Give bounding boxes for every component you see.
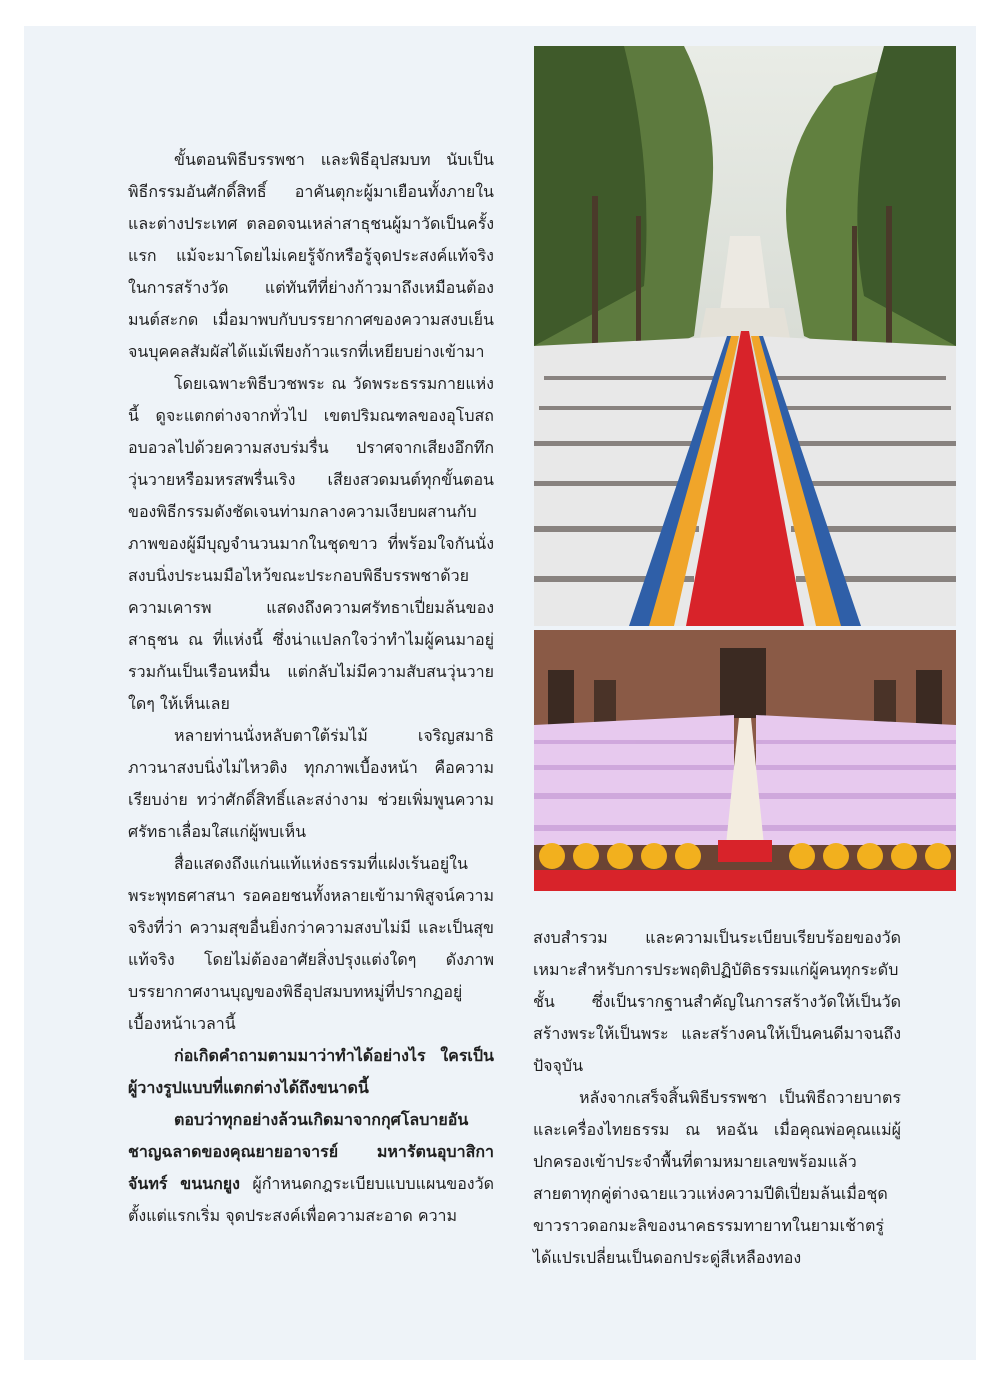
outdoor-ceremony-illustration <box>534 46 956 626</box>
paragraph-continuation: สงบสำรวม และความเป็นระเบียบเรียบร้อยของวัด เหมาะสำหรับการประพฤติปฏิบัติธรรมแก่ผู้คนทุกระดับชั้น ซึ่งเป็นรากฐานสำคัญในการสร้างวัดให้เป็นวัด สร้างพระให้เป็นพระ และสร้างคนให้เป็นคนดีมาจนถึงปัจจุบัน <box>533 928 901 1075</box>
paragraph-meditation: หลายท่านนั่งหลับตาใต้ร่มไม้ เจริญสมาธิภาวนาสงบนิ่งไม่ไหวติง ทุกภาพเบื้องหน้า คือความเรียบง่าย ทว่าศักดิ์สิทธิ์และสง่างาม ช่วยเพิ่มพูนความศรัทธาเลื่อมใสแก่ผู้พบเห็น <box>128 726 494 841</box>
page <box>24 26 976 1360</box>
indoor-monks-illustration <box>534 630 956 891</box>
paragraph-ordination-atmosphere: โดยเฉพาะพิธีบวชพระ ณ วัดพระธรรมกายแห่งนี้ ดูจะแตกต่างจากทั่วไป เขตปริมณฑลของอุโบสถอบอวลไปด้วยความสงบร่มรื่น ปราศจากเสียงอึกทึกวุ่นวายหรือมหรสพรื่นเริง เสียงสวดมนต์ทุกขั้นตอนของพิธีกรรมดังชัดเจนท่ามกลางความเงียบผสานกับภาพของผู้มีบุญจำนวนมากในชุดขาว ที่พร้อมใจกันนั่งสงบนิ่งประนมมือไหว้ขณะประกอบพิธีบรรพชาด้วยความเคารพ แสดงถึงความศรัทธาเปี่ยมล้นของสาธุชน ณ ที่แห่งนี้ ซึ่งน่าแปลกใจว่าทำไมผู้คนมาอยู่รวมกันเป็นเรือนหมื่น แต่กลับไม่มีความสับสนวุ่นวายใดๆ ให้เห็นเลย <box>128 374 494 713</box>
paragraph-alms-offering: หลังจากเสร็จสิ้นพิธีบรรพชา เป็นพิธีถวายบาตรและเครื่องไทยธรรม ณ หอฉัน เมื่อคุณพ่อคุณแม่ผู้ปกครองเข้าประจำพื้นที่ตามหมายเลขพร้อมแล้ว สายตาทุกคู่ต่างฉายแววแห่งความปีติเปี่ยมล้นเมื่อชุดขาวราวดอกมะลิของนาคธรรมทายาทในยามเช้าตรู่ ได้แปรเปลี่ยนเป็นดอกประดู่สีเหลืองทอง <box>533 1088 901 1267</box>
paragraph-answer <box>128 1104 494 1232</box>
answer-bold-text: ตอบว่าทุกอย่างล้วนเกิดมาจากกุศโลบายอันชาญฉลาดของคุณยายอาจารย์ มหารัตนอุบาสิกาจันทร์ ขนนกยูง <box>128 1110 494 1193</box>
paragraph-question: ก่อเกิดคำถามตามมาว่าทำได้อย่างไร ใครเป็นผู้วางรูปแบบที่แตกต่างได้ถึงขนาดนี้ <box>128 1046 494 1097</box>
photo-indoor-monks <box>534 630 956 891</box>
left-text-column <box>128 144 494 1232</box>
paragraph-ceremony-intro: ขั้นตอนพิธีบรรพชา และพิธีอุปสมบท นับเป็นพิธีกรรมอันศักดิ์สิทธิ์ อาคันตุกะผู้มาเยือนทั้งภายในและต่างประเทศ ตลอดจนเหล่าสาธุชนผู้มาวัดเป็นครั้งแรก แม้จะมาโดยไม่เคยรู้จักหรือรู้จุดประสงค์แท้จริงในการสร้างวัด แต่ทันทีที่ย่างก้าวมาถึงเหมือนต้องมนต์สะกด เมื่อมาพบกับบรรยากาศของความสงบเย็น จนบุคคลสัมผัสได้แม้เพียงก้าวแรกที่เหยียบย่างเข้ามา <box>128 150 494 361</box>
answer-rest-text: ผู้กำหนดกฎระเบียบแบบแผนของวัดตั้งแต่แรกเริ่ม จุดประสงค์เพื่อความสะอาด ความ <box>128 1174 494 1225</box>
photo-outdoor-ceremony <box>534 46 956 626</box>
right-text-column <box>533 922 901 1274</box>
paragraph-dhamma-essence: สื่อแสดงถึงแก่นแท้แห่งธรรมที่แฝงเร้นอยู่ในพระพุทธศาสนา รอคอยชนทั้งหลายเข้ามาพิสูจน์ความจริงที่ว่า ความสุขอื่นยิ่งกว่าความสงบไม่มี และเป็นสุขแท้จริง โดยไม่ต้องอาศัยสิ่งปรุงแต่งใดๆ ดังภาพบรรยากาศงานบุญของพิธีอุปสมบทหมู่ที่ปรากฏอยู่เบื้องหน้าเวลานี้ <box>128 854 494 1033</box>
